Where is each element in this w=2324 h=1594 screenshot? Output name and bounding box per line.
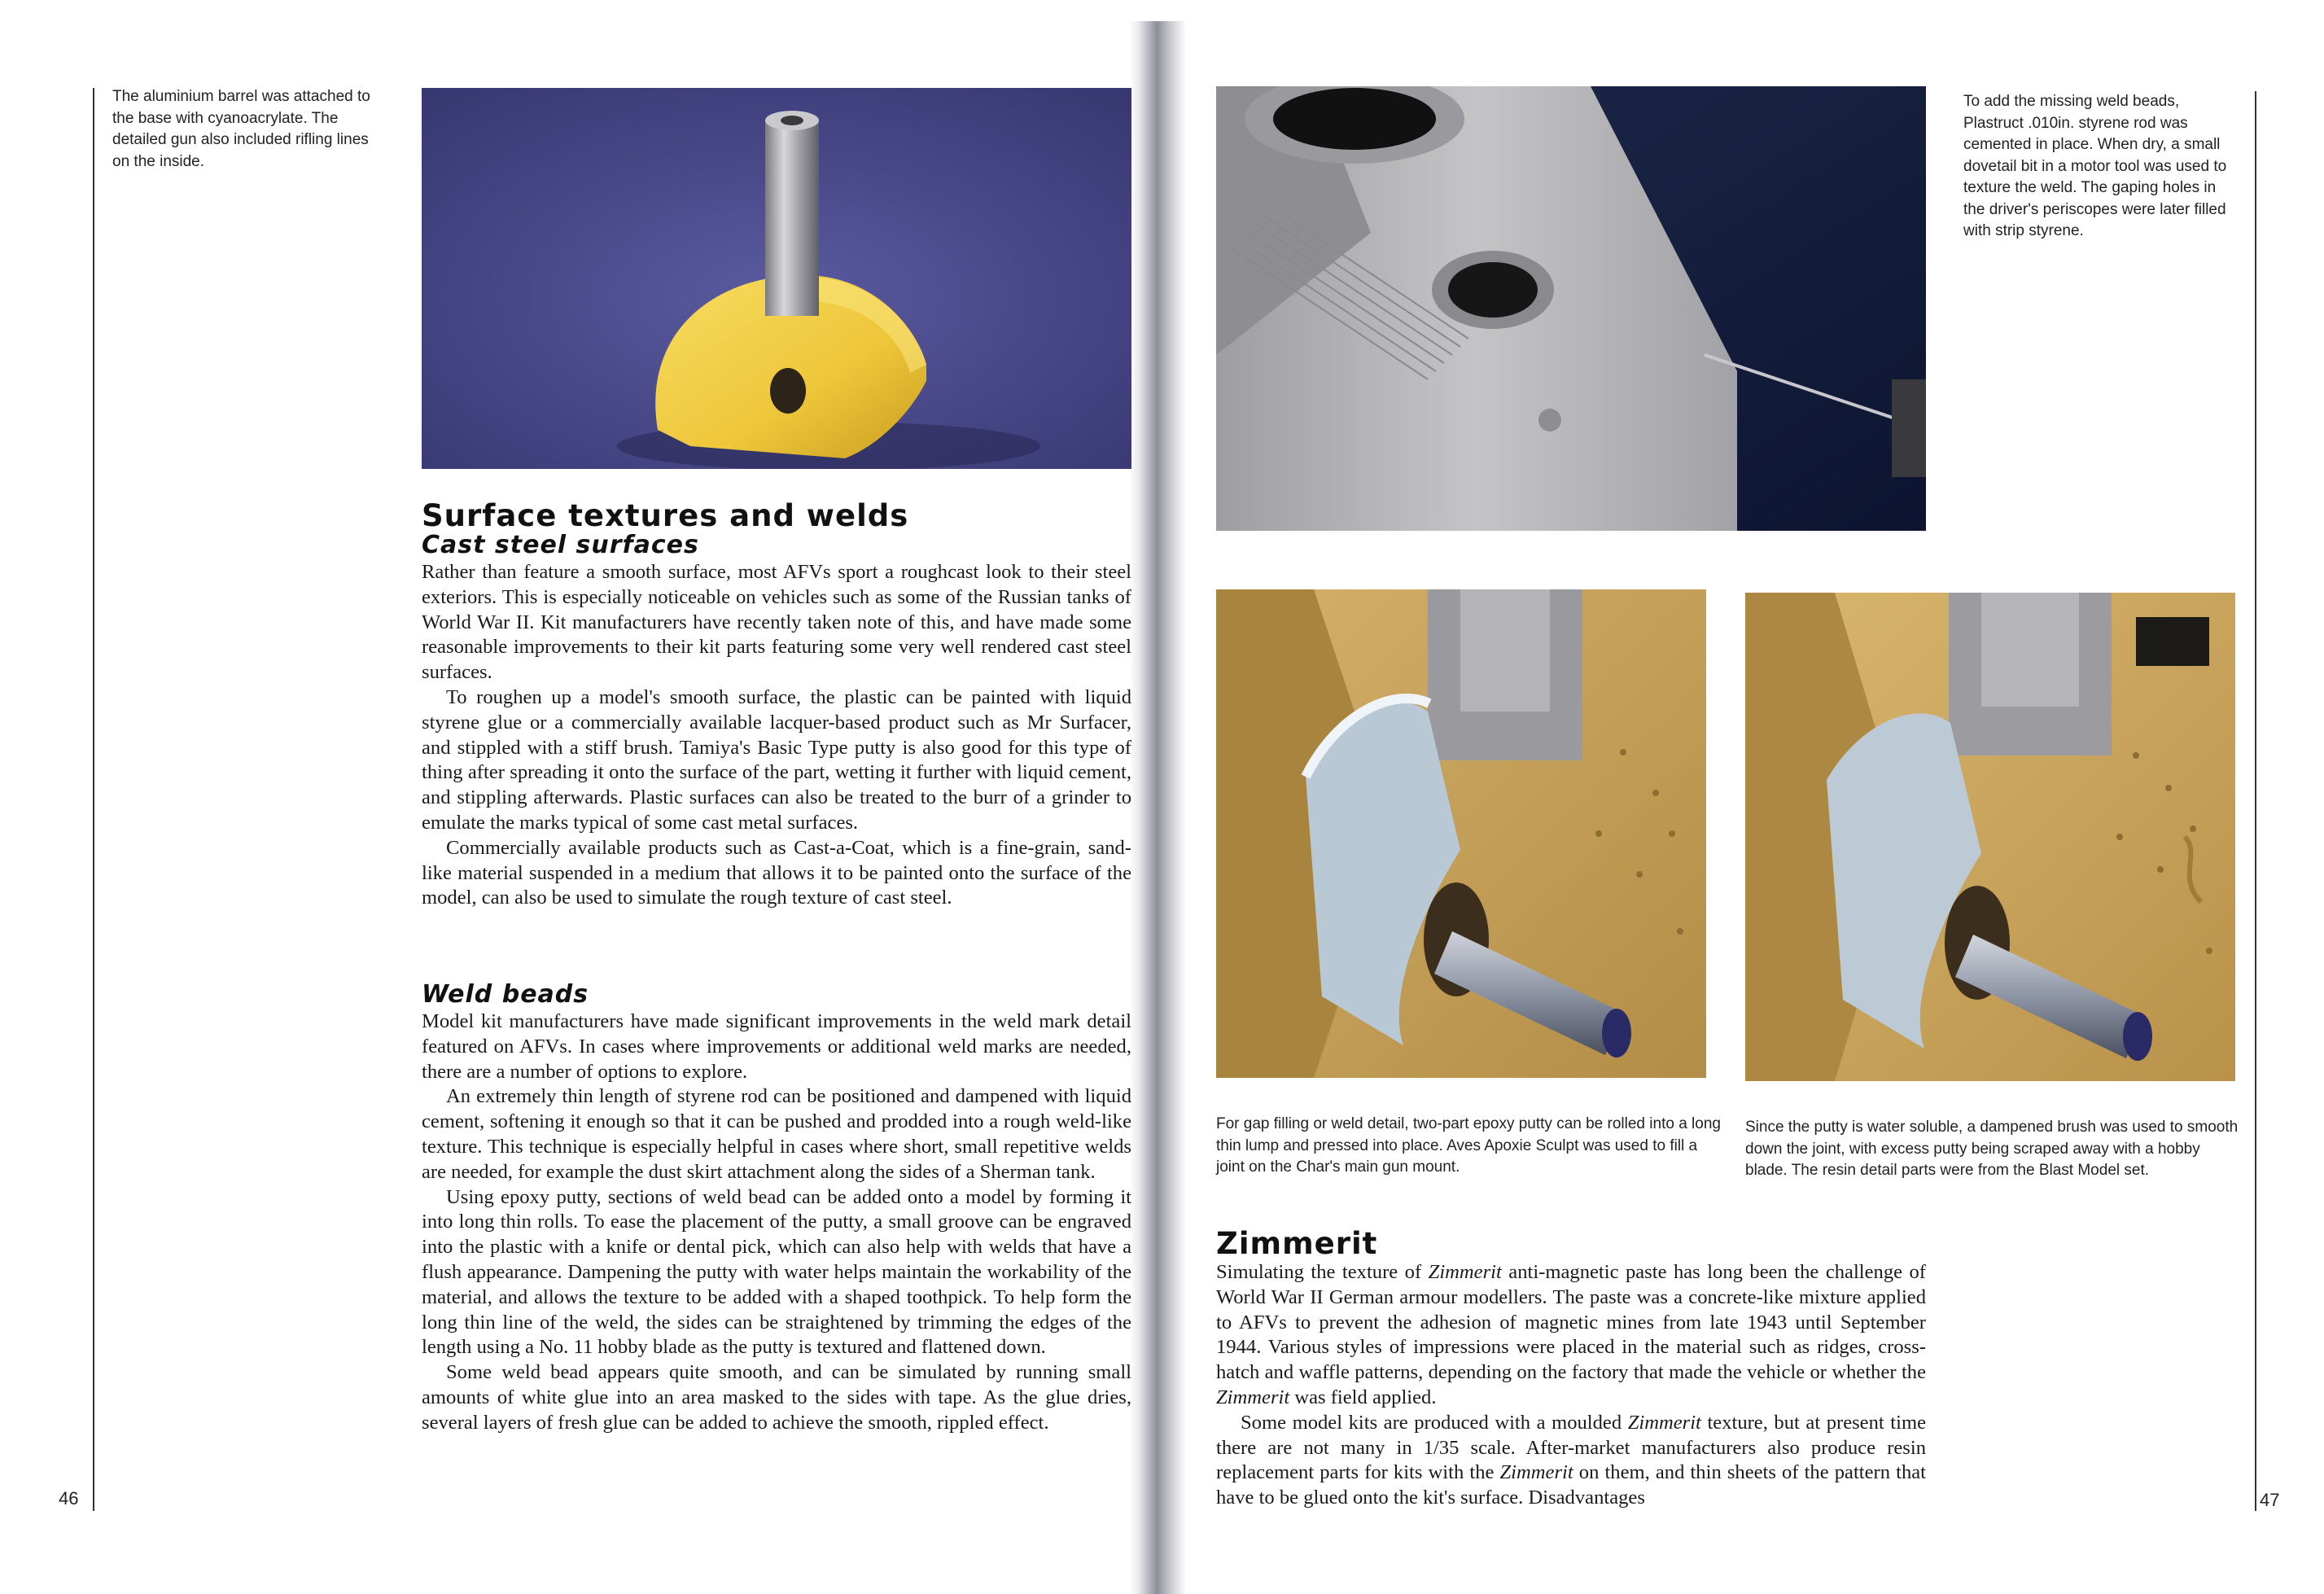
cast-paragraph: Commercially available products such as Cast-a-Coat, which is a fine-grain, sand-like material suspended in a medium that allows it to be painted onto the surface of the model, can also be used to simulate the rough texture of cast steel.: [422, 836, 1131, 909]
weld-beads-heading: Weld beads: [422, 980, 589, 1009]
weld-paragraph: Model kit manufacturers have made significant improvements in the weld mark detail featured on AFVs. In cases where improvements or additional weld marks are needed, there are a number of options to explore.: [422, 1010, 1131, 1083]
barrel-base-photo: [422, 88, 1131, 469]
zimmerit-p1-a: Simulating the texture of: [1216, 1261, 1429, 1283]
right-margin-rule: [2255, 91, 2256, 1511]
weld-paragraph: Using epoxy putty, sections of weld bead can be added onto a model by forming it into long thin rolls. To ease the placement of the putty, a small groove can be engraved into the plastic with a knife or dental pick, which can also help with welds that have a flush appearance. Dampening the putty with water helps maintain the workability of the material, and allows the texture to be added with a shaped toothpick. To help form the long thin line of the weld, the sides can be straightened by trimming the edges of the length using a No. 11 hobby blade as the putty is textured and flattened down.: [422, 1185, 1131, 1359]
weld-paragraph: Some weld bead appears quite smooth, and can be simulated by running small amounts of white glue into an area masked to the sides with tape. As the glue dries, several layers of fresh glue can be added to achieve the smooth, rippled effect.: [422, 1361, 1131, 1434]
zimmerit-p1-c: was field applied.: [1289, 1386, 1437, 1408]
main-heading: Surface textures and welds: [422, 498, 909, 533]
page-number-right: 47: [2260, 1490, 2280, 1510]
zimmerit-paragraph-2: [1216, 1411, 1926, 1511]
weld-paragraph: An extremely thin length of styrene rod can be positioned and dampened with liquid cement, softening it enough so that it can be pushed and prodded into a rough weld-like texture. This technique is especially helpful in cases where short, small repetitive welds are needed, for example the dust skirt attachment along the sides of a Sherman tank.: [422, 1085, 1131, 1183]
zimmerit-p2-a: Some model kits are produced with a moulded: [1241, 1411, 1628, 1434]
zimmerit-p2-c: on them, and thin sheets of the pattern that have to be glued onto the kit's surface. Disadvantages: [1216, 1461, 1926, 1509]
cast-paragraph: To roughen up a model's smooth surface, the plastic can be painted with liquid styrene glue or a commercially available lacquer-based product such as Mr Surfacer, and stippled with a stiff brush. Tamiya's Basic Type putty is also good for this type of thing after spreading it onto the surface of the part, wetting it further with liquid cement, and stippling afterwards. Plastic surfaces can also be treated to the burr of a grinder to emulate the marks typical of some cast metal surfaces.: [422, 685, 1131, 834]
left-page: [0, 0, 1156, 1594]
smoothed-joint-photo: [1745, 593, 2235, 1081]
zimmerit-term: Zimmerit: [1216, 1386, 1290, 1408]
zimmerit-p2-b: texture, but at present time there are not many in 1/35 scale. After-market manufacturers also produce resin replacement parts for kits with the: [1216, 1411, 1926, 1484]
zimmerit-term: Zimmerit: [1428, 1261, 1502, 1283]
cast-steel-text: [422, 560, 1131, 911]
cast-paragraph: Rather than feature a smooth surface, most AFVs sport a roughcast look to their steel exteriors. This is especially noticeable on vehicles such as some of the Russian tanks of World War II. Kit manufacturers have recently taken note of this, and have made some reasonable improvements to their kit parts featuring some very well rendered cast steel surfaces.: [422, 561, 1131, 684]
zimmerit-term: Zimmerit: [1499, 1461, 1573, 1484]
hull-weld-photo: [1216, 86, 1926, 531]
page-number-left: 46: [59, 1488, 79, 1509]
weld-beads-photo-caption: To add the missing weld beads, Plastruct .010in. styrene rod was cemented in place. When dry, a small dovetail bit in a motor tool was used to texture the weld. The gaping holes in the driver's periscopes were later filled with strip styrene.: [1963, 93, 2227, 239]
zimmerit-term: Zimmerit: [1627, 1411, 1701, 1434]
zimmerit-text: [1216, 1260, 1926, 1511]
weld-beads-text: [422, 1009, 1131, 1436]
zimmerit-paragraph-1: [1216, 1260, 1926, 1411]
cast-steel-heading: Cast steel surfaces: [422, 531, 699, 559]
epoxy-putty-caption: For gap filling or weld detail, two-part epoxy putty can be rolled into a long thin lump and pressed into place. Aves Apoxie Sculpt was used to fill a joint on the Char's main gun mount.: [1216, 1115, 1721, 1176]
zimmerit-p1-b: anti-magnetic paste has long been the challenge of World War II German armour modellers. The paste was a concrete-like mixture applied to AFVs to prevent the adhesion of magnetic mines from late 1943 until September 1944. Various styles of impressions were placed in the material such as ridges, cross-hatch and waffle patterns, depending on the factory that made the vehicle or whether the: [1216, 1261, 1926, 1384]
barrel-photo-caption: The aluminium barrel was attached to the base with cyanoacrylate. The detailed gun also included rifling lines on the inside.: [112, 88, 370, 170]
zimmerit-heading: Zimmerit: [1216, 1226, 1378, 1261]
right-page: [1156, 0, 2324, 1594]
smoothed-joint-caption: Since the putty is water soluble, a dampened brush was used to smooth down the joint, with excess putty being scraped away with a hobby blade. The resin detail parts were from the Blast Model set.: [1745, 1119, 2239, 1179]
epoxy-putty-photo: [1216, 589, 1706, 1078]
left-margin-rule: [93, 88, 94, 1511]
